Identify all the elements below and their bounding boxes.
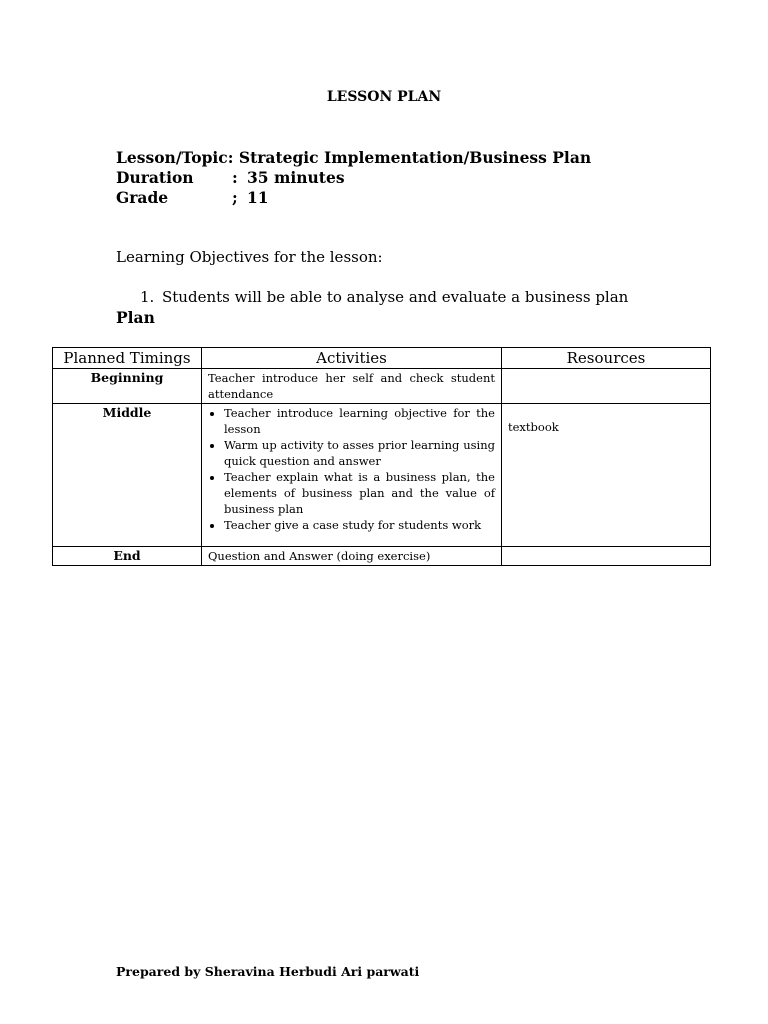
- resource-cell: [502, 369, 711, 404]
- timing-cell: End: [53, 547, 202, 566]
- activity-cell: [202, 404, 502, 547]
- duration-separator: :: [232, 168, 238, 187]
- duration-row: [116, 168, 591, 188]
- topic-row: [116, 148, 591, 168]
- table-row: [53, 369, 711, 404]
- resource-cell: [502, 547, 711, 566]
- resource-cell: [502, 404, 711, 547]
- activity-cell: Teacher introduce her self and check student attendance: [202, 369, 502, 404]
- topic-value: Strategic Implementation/Business Plan: [238, 148, 592, 167]
- lesson-plan-table: [52, 347, 711, 566]
- objective-item: [140, 288, 628, 306]
- activity-list-item: • Warm up activity to asses prior learning using quick question and answer: [224, 437, 495, 469]
- resource-text: textbook: [508, 420, 559, 434]
- activity-list: [208, 405, 495, 533]
- timing-cell: Middle: [53, 404, 202, 547]
- lesson-meta: [116, 148, 591, 208]
- topic-label: Lesson/Topic:: [116, 148, 234, 167]
- objective-number: 1.: [140, 288, 155, 306]
- timing-cell: Beginning: [53, 369, 202, 404]
- activity-cell: Question and Answer (doing exercise): [202, 547, 502, 566]
- table-row: [53, 547, 711, 566]
- duration-label: Duration: [116, 168, 194, 187]
- header-activities: Activities: [202, 348, 502, 369]
- activity-list-item: • Teacher introduce learning objective for the lesson: [224, 405, 495, 437]
- header-resources: Resources: [502, 348, 711, 369]
- activity-list-item: • Teacher explain what is a business plan, the elements of business plan and the value of business plan: [224, 469, 495, 517]
- header-planned-timings: Planned Timings: [53, 348, 202, 369]
- objective-text: Students will be able to analyse and evaluate a business plan: [162, 288, 629, 306]
- grade-value: 11: [247, 188, 269, 207]
- grade-row: [116, 188, 591, 208]
- table-header-row: [53, 348, 711, 369]
- objectives-heading: Learning Objectives for the lesson:: [116, 248, 383, 266]
- activity-list-item: • Teacher give a case study for students work: [224, 517, 495, 533]
- prepared-by-footer: Prepared by Sheravina Herbudi Ari parwati: [116, 964, 420, 979]
- plan-heading: Plan: [116, 308, 155, 327]
- document-title: LESSON PLAN: [326, 89, 442, 105]
- duration-value: 35 minutes: [247, 168, 345, 187]
- grade-label: Grade: [116, 188, 169, 207]
- table-row: [53, 404, 711, 547]
- grade-separator: ;: [232, 188, 238, 207]
